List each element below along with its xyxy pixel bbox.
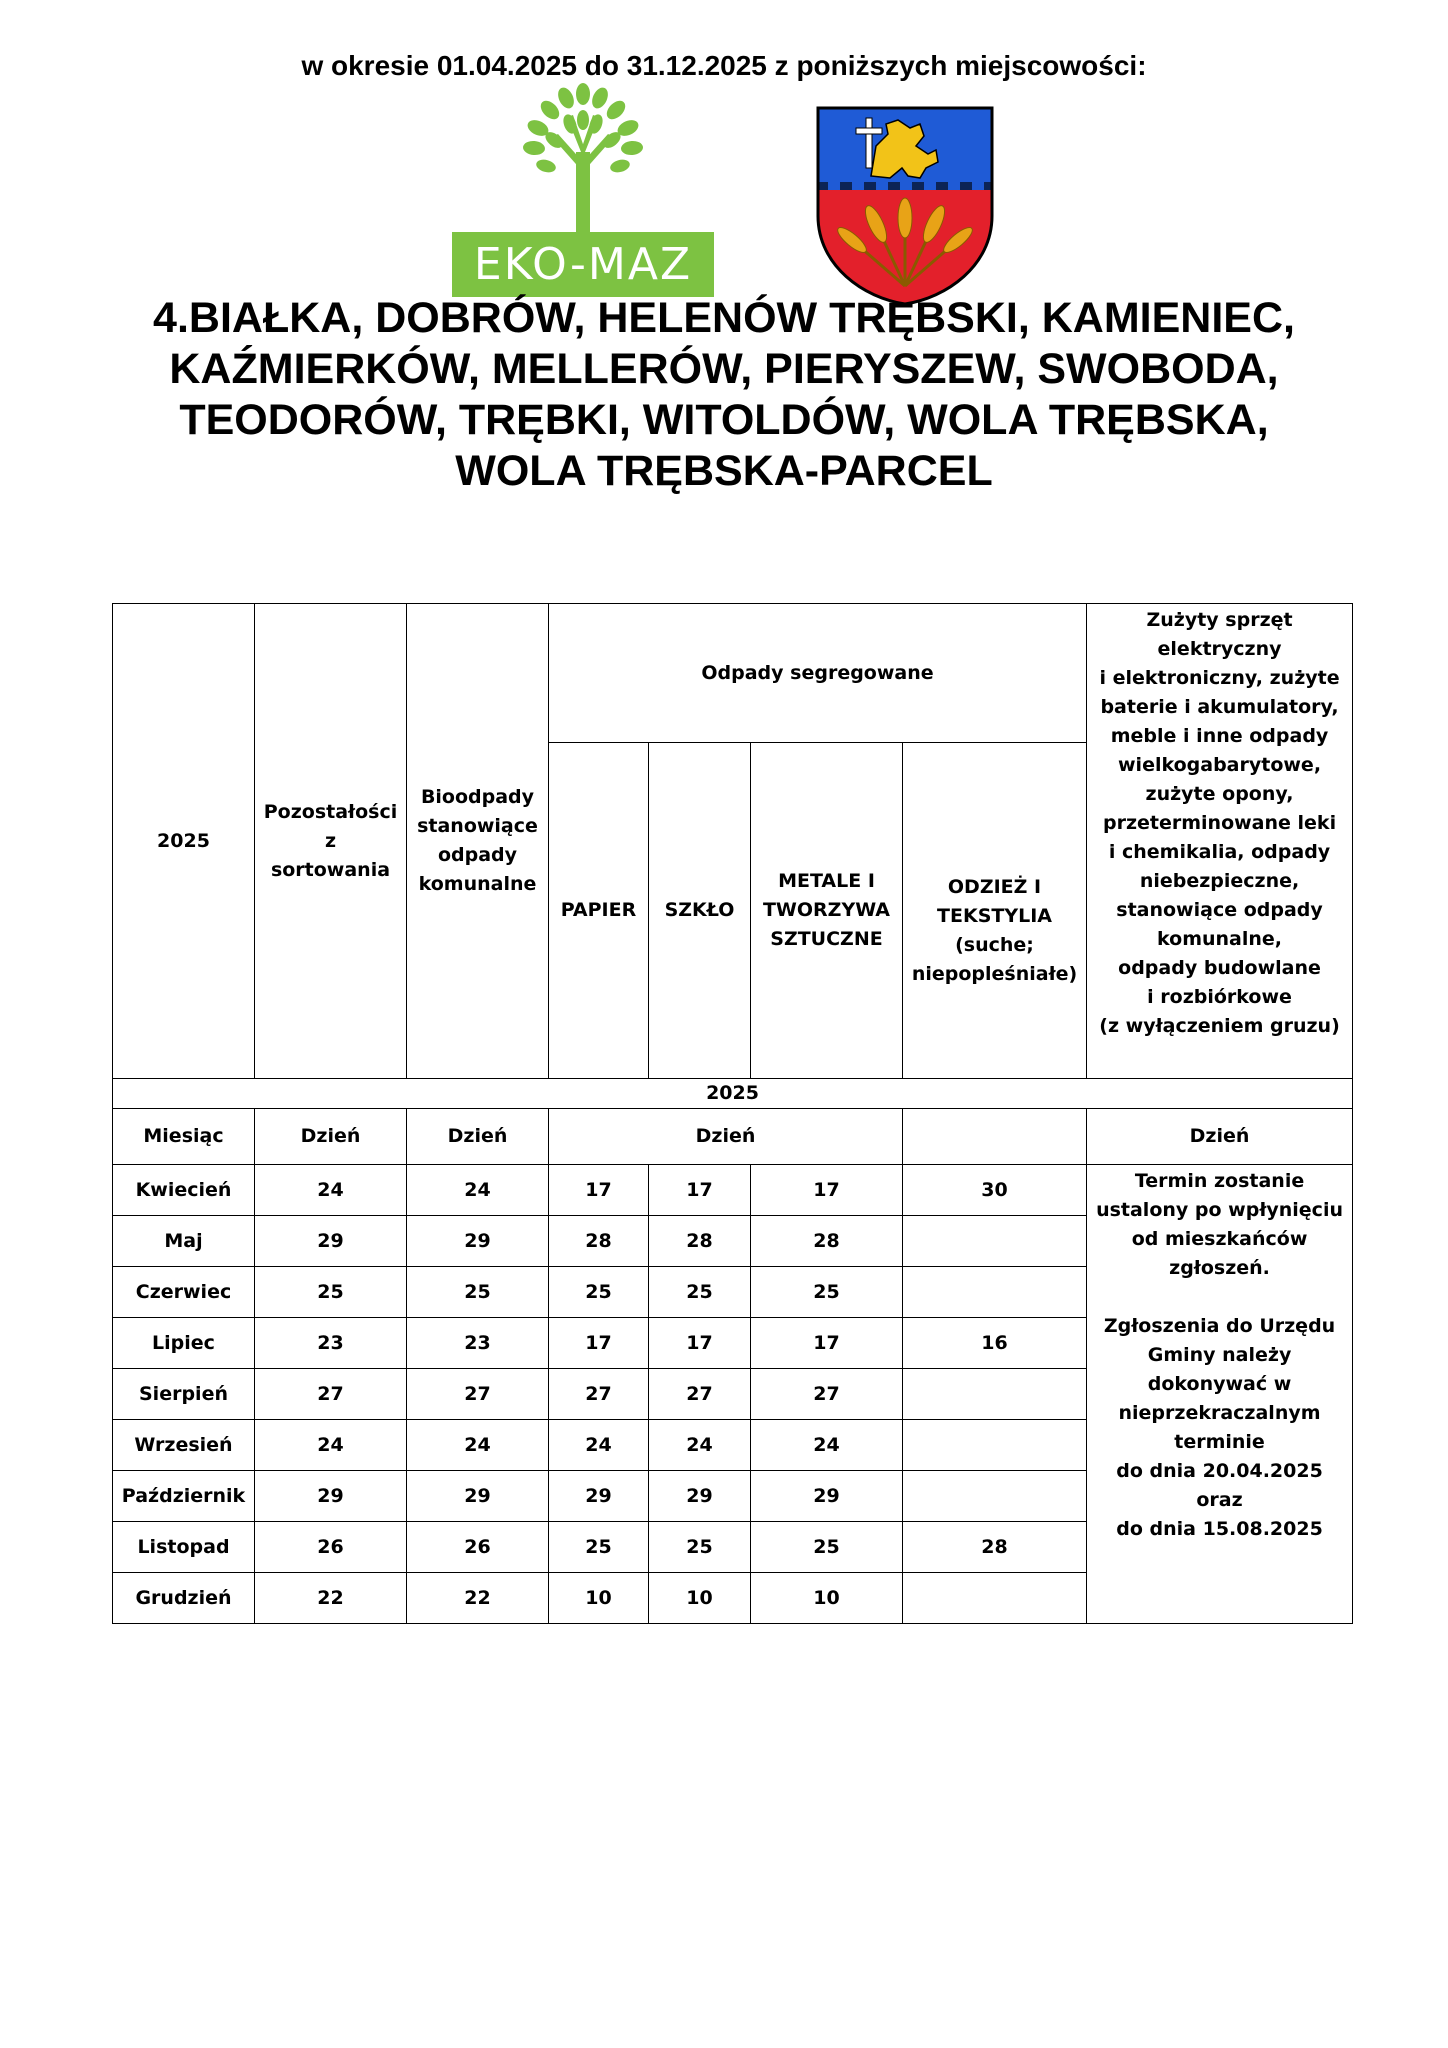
month-cell: Grudzień bbox=[113, 1573, 255, 1624]
eko-maz-text: EKO-MAZ bbox=[452, 232, 714, 297]
bio-cell: 24 bbox=[407, 1165, 549, 1216]
table-header-row bbox=[113, 604, 1353, 743]
month-cell: Październik bbox=[113, 1471, 255, 1522]
odziez-cell bbox=[903, 1267, 1087, 1318]
month-cell: Czerwiec bbox=[113, 1267, 255, 1318]
month-cell: Lipiec bbox=[113, 1318, 255, 1369]
pozostalosci-cell: 22 bbox=[255, 1573, 407, 1624]
month-cell: Listopad bbox=[113, 1522, 255, 1573]
pozostalosci-cell: 24 bbox=[255, 1165, 407, 1216]
coat-of-arms-icon bbox=[816, 106, 994, 306]
metale-cell: 29 bbox=[751, 1471, 903, 1522]
bio-cell: 25 bbox=[407, 1267, 549, 1318]
pozostalosci-cell: 26 bbox=[255, 1522, 407, 1573]
szklo-cell: 29 bbox=[649, 1471, 751, 1522]
bio-cell: 26 bbox=[407, 1522, 549, 1573]
pozostalosci-cell: 25 bbox=[255, 1267, 407, 1318]
subtitle: w okresie 01.04.2025 do 31.12.2025 z poniższych miejscowości: bbox=[301, 50, 1147, 81]
szklo-cell: 25 bbox=[649, 1267, 751, 1318]
szklo-cell: 27 bbox=[649, 1369, 751, 1420]
header-segregowane: Odpady segregowane bbox=[549, 604, 1087, 743]
dzien-label: Dzień bbox=[549, 1109, 903, 1165]
pozostalosci-cell: 23 bbox=[255, 1318, 407, 1369]
szklo-cell: 17 bbox=[649, 1165, 751, 1216]
bio-cell: 22 bbox=[407, 1573, 549, 1624]
odziez-cell: 28 bbox=[903, 1522, 1087, 1573]
dzien-label-empty bbox=[903, 1109, 1087, 1165]
tree-icon bbox=[452, 82, 714, 232]
month-cell: Sierpień bbox=[113, 1369, 255, 1420]
papier-cell: 25 bbox=[549, 1522, 649, 1573]
metale-cell: 28 bbox=[751, 1216, 903, 1267]
header-bioodpady: Bioodpady stanowiące odpady komunalne bbox=[407, 604, 549, 1079]
metale-cell: 27 bbox=[751, 1369, 903, 1420]
info-text: Termin zostanie ustalony po wpłynięciu od mieszkańców zgłoszeń. Zgłoszenia do Urzędu Gminy należy dokonywać w nieprzekraczalnym terminie do dnia 20.04.2025 oraz do dnia 15.08.2025 bbox=[1087, 1165, 1353, 1624]
metale-cell: 24 bbox=[751, 1420, 903, 1471]
szklo-cell: 10 bbox=[649, 1573, 751, 1624]
papier-cell: 28 bbox=[549, 1216, 649, 1267]
header-odziez: ODZIEŻ I TEKSTYLIA (suche; niepopleśniałe) bbox=[903, 743, 1087, 1079]
header-pozostalosci: Pozostałości z sortowania bbox=[255, 604, 407, 1079]
header-metale: METALE I TWORZYWA SZTUCZNE bbox=[751, 743, 903, 1079]
eko-maz-logo bbox=[452, 82, 714, 297]
szklo-cell: 28 bbox=[649, 1216, 751, 1267]
schedule-table bbox=[112, 603, 1353, 1624]
metale-cell: 17 bbox=[751, 1165, 903, 1216]
dzien-label: Dzień bbox=[1087, 1109, 1353, 1165]
header-szklo: SZKŁO bbox=[649, 743, 751, 1079]
dzien-label: Dzień bbox=[255, 1109, 407, 1165]
szklo-cell: 24 bbox=[649, 1420, 751, 1471]
odziez-cell bbox=[903, 1573, 1087, 1624]
papier-cell: 17 bbox=[549, 1165, 649, 1216]
odziez-cell bbox=[903, 1369, 1087, 1420]
pozostalosci-cell: 29 bbox=[255, 1471, 407, 1522]
odziez-cell bbox=[903, 1471, 1087, 1522]
month-cell: Wrzesień bbox=[113, 1420, 255, 1471]
year-row bbox=[113, 1079, 1353, 1109]
year-label: 2025 bbox=[113, 1079, 1353, 1109]
metale-cell: 25 bbox=[751, 1267, 903, 1318]
month-cell: Maj bbox=[113, 1216, 255, 1267]
papier-cell: 10 bbox=[549, 1573, 649, 1624]
header-zuzyty-sprzet: Zużyty sprzęt elektryczny i elektroniczny, zużyte baterie i akumulatory, meble i inne odpady wielkogabarytowe, zużyte opony, przeterminowane leki i chemikalia, odpady niebezpieczne, stanowiące odpady komunalne, odpady budowlane i rozbiórkowe (z wyłączeniem gruzu) bbox=[1087, 604, 1353, 1079]
miesiac-label: Miesiąc bbox=[113, 1109, 255, 1165]
bio-cell: 29 bbox=[407, 1216, 549, 1267]
odziez-cell bbox=[903, 1216, 1087, 1267]
papier-cell: 25 bbox=[549, 1267, 649, 1318]
odziez-cell: 16 bbox=[903, 1318, 1087, 1369]
papier-cell: 24 bbox=[549, 1420, 649, 1471]
metale-cell: 25 bbox=[751, 1522, 903, 1573]
page-title: 4.BIAŁKA, DOBRÓW, HELENÓW TRĘBSKI, KAMIENIEC, KAŹMIERKÓW, MELLERÓW, PIERYSZEW, SWOBODA, TEODORÓW, TRĘBKI, WITOLDÓW, WOLA TRĘBSKA, WOLA TRĘBSKA-PARCEL bbox=[153, 294, 1295, 495]
pozostalosci-cell: 29 bbox=[255, 1216, 407, 1267]
pozostalosci-cell: 24 bbox=[255, 1420, 407, 1471]
bio-cell: 27 bbox=[407, 1369, 549, 1420]
odziez-cell: 30 bbox=[903, 1165, 1087, 1216]
metale-cell: 10 bbox=[751, 1573, 903, 1624]
szklo-cell: 25 bbox=[649, 1522, 751, 1573]
header-year: 2025 bbox=[113, 604, 255, 1079]
odziez-cell bbox=[903, 1420, 1087, 1471]
bio-cell: 23 bbox=[407, 1318, 549, 1369]
bio-cell: 24 bbox=[407, 1420, 549, 1471]
table-row bbox=[113, 1165, 1353, 1216]
month-cell: Kwiecień bbox=[113, 1165, 255, 1216]
metale-cell: 17 bbox=[751, 1318, 903, 1369]
bio-cell: 29 bbox=[407, 1471, 549, 1522]
papier-cell: 17 bbox=[549, 1318, 649, 1369]
szklo-cell: 17 bbox=[649, 1318, 751, 1369]
header-papier: PAPIER bbox=[549, 743, 649, 1079]
papier-cell: 27 bbox=[549, 1369, 649, 1420]
pozostalosci-cell: 27 bbox=[255, 1369, 407, 1420]
day-header-row bbox=[113, 1109, 1353, 1165]
dzien-label: Dzień bbox=[407, 1109, 549, 1165]
papier-cell: 29 bbox=[549, 1471, 649, 1522]
